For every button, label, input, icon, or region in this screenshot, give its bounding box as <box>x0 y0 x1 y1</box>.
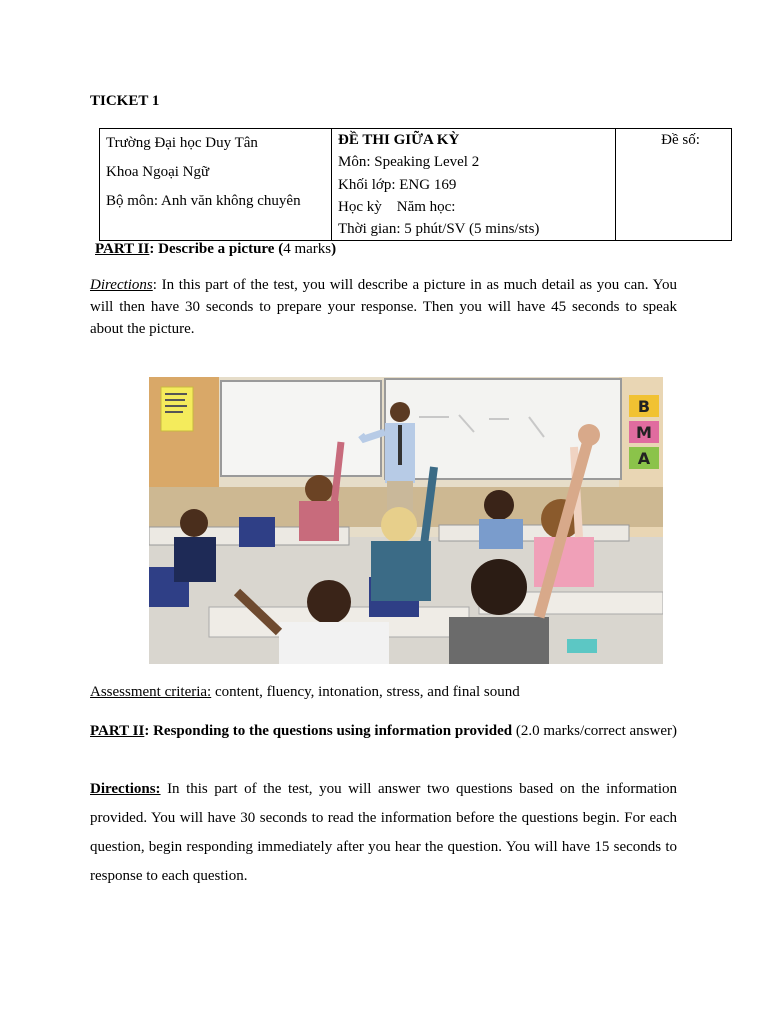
exam-info-cell <box>332 129 616 241</box>
exam-number-cell <box>616 129 732 241</box>
assessment-criteria <box>90 684 520 701</box>
school-info-cell <box>100 129 332 241</box>
svg-text:B: B <box>637 397 651 416</box>
directions-label: Directions: <box>90 781 161 797</box>
part-1-heading: PART II: Describe a picture (4 marks) <box>95 241 337 257</box>
svg-text:A: A <box>637 449 651 468</box>
part-2-directions <box>90 775 677 891</box>
part-marks: 4 marks <box>283 241 332 257</box>
exam-subject: Môn: Speaking Level 2 <box>338 154 480 171</box>
classroom-photo <box>149 377 663 664</box>
directions-text: : In this part of the test, you will describe a picture in as much detail as you can. You will then have 30 seconds to prepare your response. Then you will have 45 seconds to speak about the picture. <box>90 277 677 337</box>
assessment-label: Assessment criteria: <box>90 684 212 700</box>
part-label: PART II <box>90 723 145 739</box>
part-2-heading <box>90 717 677 746</box>
exam-title: ĐỀ THI GIỮA KỲ <box>338 132 460 148</box>
directions-text: In this part of the test, you will answer two questions based on the information provided. You will have 30 seconds to read the information before the questions begin. For each question, begin responding immediately after you hear the question. You will have 15 seconds to response to each question. <box>90 781 677 884</box>
department-name: Bộ môn: Anh văn không chuyên <box>106 193 301 209</box>
exam-semester: Học kỳ Năm học: <box>338 198 456 215</box>
assessment-text: content, fluency, intonation, stress, and final sound <box>211 684 520 700</box>
part-title: Describe a picture ( <box>158 241 284 257</box>
ticket-title: TICKET 1 <box>90 93 160 109</box>
part-marks: (2.0 marks/correct answer) <box>512 723 678 739</box>
exam-time: Thời gian: 5 phút/SV (5 mins/sts) <box>338 221 540 238</box>
directions-label: Directions <box>90 277 153 293</box>
svg-text:M: M <box>636 423 652 442</box>
part-1-directions <box>90 274 677 340</box>
school-name: Trường Đại học Duy Tân <box>106 135 258 151</box>
faculty-name: Khoa Ngoại Ngữ <box>106 164 210 180</box>
exam-class: Khối lớp: ENG 169 <box>338 176 457 193</box>
exam-number: Đề số: <box>661 132 700 148</box>
exam-header-table <box>99 128 732 241</box>
part-label: PART II <box>95 241 150 257</box>
part-title: : Responding to the questions using information provided <box>144 723 513 739</box>
